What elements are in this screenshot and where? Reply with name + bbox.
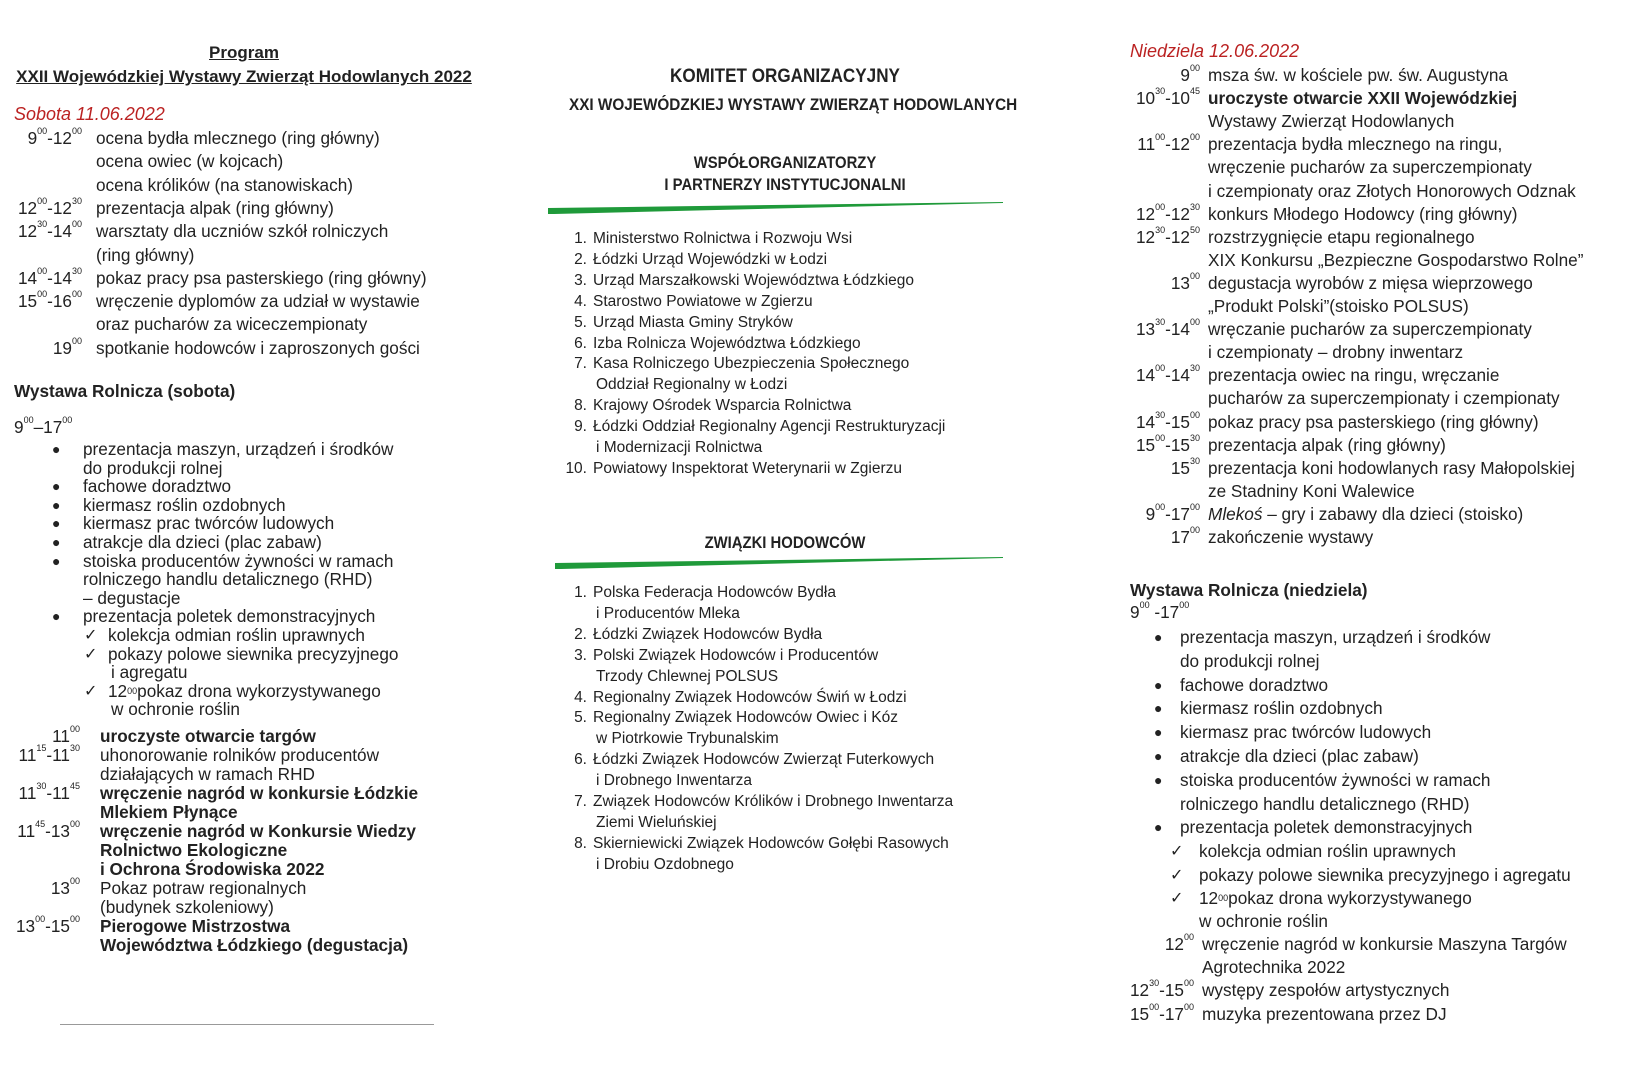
sunday-text: rozstrzygnięcie etapu regionalnego <box>1208 226 1475 247</box>
union-name: i Producentów Mleka <box>596 604 740 622</box>
time-label: $13^{00}$ <box>1170 270 1200 293</box>
sunday-text: i czempionaty oraz Złotych Honorowych Odznak <box>1208 180 1576 201</box>
time-label: $9^{00}-12^{00}$ <box>27 126 82 148</box>
partner-number: 2. <box>574 250 587 268</box>
union-name: i Drobnego Inwentarza <box>596 772 752 790</box>
event-text: Pokaz potraw regionalnych <box>100 878 307 898</box>
union-name: Łódzki Związek Hodowców Bydła <box>593 625 823 643</box>
partner-number: 5. <box>574 313 587 331</box>
partner-name: Urząd Marszałkowski Województwa Łódzkiego <box>593 271 915 289</box>
sunday-text: Mlekoś – gry i zabawy dla dzieci (stoisko) <box>1208 503 1524 524</box>
union-number: 6. <box>574 751 587 769</box>
time-label: $12^{30}-14^{00}$ <box>18 219 82 242</box>
check-text: i agregatu <box>111 662 188 683</box>
time-label: $12^{00}$ <box>1164 932 1194 954</box>
bullet-text: kiermasz roślin ozdobnych <box>83 494 286 515</box>
bullet-dot: ● <box>52 608 61 625</box>
sunday-check-text: kolekcja odmian roślin uprawnych <box>1199 841 1456 862</box>
schedule-text: ocena królików (na stanowiskach) <box>96 174 353 195</box>
coorg-subtitle: I PARTNERZY INSTYTUCJONALNI <box>664 176 906 194</box>
schedule-text: (ring główny) <box>96 244 195 265</box>
time-label: $14^{00}-14^{30}$ <box>1136 363 1200 386</box>
bullet-text: fachowe doradztwo <box>83 476 232 497</box>
union-name: Regionalny Związek Hodowców Owiec i Kóz <box>593 709 898 727</box>
sunday-bullet-text: fachowe doradztwo <box>1180 674 1329 695</box>
time-label: $9^{00}-17^{00}$ <box>14 415 73 437</box>
union-name: Polski Związek Hodowców i Producentów <box>593 646 879 664</box>
event-text: Mlekiem Płynące <box>100 802 238 822</box>
bullet-dot: ● <box>52 515 61 532</box>
unions-title: ZWIĄZKI HODOWCÓW <box>704 534 866 552</box>
bullet-text: do produkcji rolnej <box>83 457 223 478</box>
bullet-dot: ● <box>52 478 61 495</box>
sunday-text: zakończenie wystawy <box>1208 527 1374 547</box>
sunday-text: pokaz pracy psa pasterskiego (ring główny) <box>1208 411 1539 432</box>
sunday-text: i czempionaty – drobny inwentarz <box>1208 342 1464 363</box>
sunday-text: XIX Konkursu „Bezpieczne Gospodarstwo Rolne” <box>1208 249 1584 270</box>
bullet-text: kiermasz prac twórców ludowych <box>83 513 335 534</box>
green-divider-bottom-shape <box>555 557 1003 569</box>
schedule-text: pokaz pracy psa pasterskiego (ring główny) <box>96 267 427 288</box>
bullet-dot: ● <box>1154 748 1163 764</box>
check-icon: ✓ <box>84 627 98 644</box>
union-name: Związek Hodowców Królików i Drobnego Inwentarza <box>593 793 954 810</box>
event-text: Rolnictwo Ekologiczne <box>100 840 288 860</box>
schedule-text: ocena bydła mlecznego (ring główny) <box>96 128 380 148</box>
bullet-dot: ● <box>52 496 61 513</box>
sunday-text: Wystawy Zwierząt Hodowlanych <box>1208 111 1455 132</box>
check-text: w ochronie roślin <box>111 699 240 720</box>
sunday-event-text: Agrotechnika 2022 <box>1202 957 1346 978</box>
bullet-text: prezentacja maszyn, urządzeń i środków <box>83 439 394 459</box>
sunday-text: prezentacja alpak (ring główny) <box>1208 434 1446 455</box>
sunday-event-text: muzyka prezentowana przez DJ <box>1202 1003 1447 1024</box>
saturday-heading: Sobota 11.06.2022 <box>14 104 165 124</box>
sunday-bullet-text: prezentacja poletek demonstracyjnych <box>1180 817 1473 838</box>
partner-number: 10. <box>565 459 587 477</box>
schedule-text: spotkanie hodowców i zaproszonych gości <box>96 337 420 358</box>
union-number: 3. <box>574 646 587 664</box>
bullet-text: atrakcje dla dzieci (plac zabaw) <box>83 532 322 552</box>
partner-number: 1. <box>574 230 587 247</box>
partner-name: Izba Rolnicza Województwa Łódzkiego <box>593 334 861 352</box>
check-text: $12^{00}pokaz$ drona wykorzystywanego <box>108 680 381 701</box>
time-label: $12^{30}-15^{00}$ <box>1130 978 1194 1001</box>
sunday-text: konkurs Młodego Hodowcy (ring główny) <box>1208 203 1518 224</box>
program-title: Program <box>209 43 279 62</box>
bullet-dot: ● <box>1154 629 1163 645</box>
sunday-bullet-text: kiermasz prac twórców ludowych <box>1180 722 1432 743</box>
check-text: pokazy polowe siewnika precyzyjnego <box>108 643 399 664</box>
green-divider-top <box>548 202 1003 214</box>
time-label: $15^{00}-17^{00}$ <box>1130 1001 1194 1024</box>
bullet-dot: ● <box>1154 676 1163 693</box>
time-label: $12^{30}-12^{50}$ <box>1136 224 1200 247</box>
sunday-bullet-text: rolniczego handlu detalicznego (RHD) <box>1180 793 1470 814</box>
time-label: $11^{45}-13^{00}$ <box>17 819 80 841</box>
time-label: $15^{30}$ <box>1170 455 1200 478</box>
event-text: i Ochrona Środowiska 2022 <box>100 859 325 879</box>
check-text: kolekcja odmian roślin uprawnych <box>108 625 365 645</box>
bullet-dot: ● <box>52 552 61 569</box>
sunday-text: wręczenie pucharów za superczempionaty <box>1208 157 1532 178</box>
fair-heading-saturday: Wystawa Rolnicza (sobota) <box>14 381 236 401</box>
sunday-bullet-text: atrakcje dla dzieci (plac zabaw) <box>1180 746 1419 766</box>
sunday-bullet-text: do produkcji rolnej <box>1180 650 1320 671</box>
partner-number: 6. <box>574 334 587 352</box>
partner-name: i Modernizacji Rolnictwa <box>596 439 763 456</box>
partner-number: 4. <box>574 292 587 310</box>
union-name: Regionalny Związek Hodowców Świń w Łodzi <box>593 688 907 706</box>
program-subtitle: XXII Wojewódzkiej Wystawy Zwierząt Hodowlanych 2022 <box>16 67 472 86</box>
union-number: 4. <box>574 688 587 706</box>
footer-rule <box>60 1024 434 1025</box>
union-name: Ziemi Wieluńskiej <box>596 813 717 831</box>
sunday-check-text: w ochronie roślin <box>1199 911 1328 932</box>
time-label: $9^{00}$ $-17^{00}$ <box>1130 600 1190 622</box>
time-label: $15^{00}-15^{30}$ <box>1136 432 1200 455</box>
time-label: $9^{00}$ <box>1180 63 1200 85</box>
sunday-text: msza św. w kościele pw. św. Augustyna <box>1208 65 1508 85</box>
sunday-text: ze Stadniny Koni Walewice <box>1208 480 1415 501</box>
time-label: $9^{00}-17^{00}$ <box>1145 501 1200 524</box>
union-name: Skierniewicki Związek Hodowców Gołębi Rasowych <box>593 834 949 852</box>
sunday-check-text: $12^{00}pokaz$ drona wykorzystywanego <box>1199 887 1472 908</box>
union-number: 7. <box>574 793 587 810</box>
bullet-dot: ● <box>1154 771 1163 788</box>
check-icon: ✓ <box>1170 843 1184 861</box>
partner-name: Łódzki Urząd Wojewódzki w Łodzi <box>593 250 828 268</box>
event-text: Województwa Łódzkiego (degustacja) <box>100 935 409 955</box>
time-label: $12^{00}-12^{30}$ <box>18 195 82 218</box>
sunday-check-text: pokazy polowe siewnika precyzyjnego i agregatu <box>1199 864 1571 885</box>
sunday-event-text: wręczenie nagród w konkursie Maszyna Targów <box>1202 934 1567 954</box>
bullet-dot: ● <box>1154 700 1163 717</box>
bullet-dot: ● <box>52 534 61 550</box>
union-number: 8. <box>574 834 587 852</box>
partner-name: Krajowy Ośrodek Wsparcia Rolnictwa <box>593 397 852 415</box>
time-label: $14^{30}-15^{00}$ <box>1136 409 1200 432</box>
sunday-text: uroczyste otwarcie XXII Wojewódzkiej <box>1208 88 1518 109</box>
time-label: $14^{00}-14^{30}$ <box>18 265 82 288</box>
partner-number: 7. <box>574 355 587 373</box>
event-text: działających w ramach RHD <box>100 764 315 784</box>
time-label: $11^{15}-11^{30}$ <box>18 743 80 765</box>
partner-number: 9. <box>574 418 587 436</box>
bullet-text: rolniczego handlu detalicznego (RHD) <box>83 569 373 590</box>
time-label: $11^{00}$ <box>52 724 80 746</box>
time-label: $17^{00}$ <box>1170 525 1200 547</box>
schedule-text: ocena owiec (w kojcach) <box>96 151 284 172</box>
event-text: Pierogowe Mistrzostwa <box>100 916 291 936</box>
partner-name: Łódzki Oddział Regionalny Agencji Restrukturyzacji <box>593 418 946 436</box>
sunday-text: prezentacja koni hodowlanych rasy Małopolskiej <box>1208 457 1575 478</box>
sunday-bullet-text: kiermasz roślin ozdobnych <box>1180 698 1383 719</box>
green-divider-bottom <box>555 557 1003 569</box>
sunday-text: wręczanie pucharów za superczempionaty <box>1208 319 1532 340</box>
bullet-dot: ● <box>1154 724 1163 741</box>
union-number: 5. <box>574 709 587 727</box>
time-label: $19^{00}$ <box>52 335 82 358</box>
union-name: Trzody Chlewnej POLSUS <box>596 667 779 685</box>
schedule-text: prezentacja alpak (ring główny) <box>96 197 334 218</box>
partner-name: Ministerstwo Rolnictwa i Rozwoju Wsi <box>593 230 853 247</box>
time-label: $13^{00}-15^{00}$ <box>16 914 80 936</box>
check-icon: ✓ <box>84 682 98 700</box>
partner-name: Kasa Rolniczego Ubezpieczenia Społecznego <box>593 355 910 373</box>
sunday-text: prezentacja owiec na ringu, wręczanie <box>1208 365 1500 386</box>
partner-name: Powiatowy Inspektorat Weterynarii w Zgierzu <box>593 459 902 477</box>
union-name: Łódzki Związek Hodowców Zwierząt Futerkowych <box>593 751 935 769</box>
partner-number: 3. <box>574 271 587 289</box>
time-label: $15^{00}-16^{00}$ <box>18 289 82 312</box>
union-number: 1. <box>574 584 587 601</box>
union-name: i Drobiu Ozdobnego <box>596 855 734 873</box>
event-text: (budynek szkoleniowy) <box>100 897 274 917</box>
committee-title: KOMITET ORGANIZACYJNY <box>670 66 900 87</box>
partner-name: Oddział Regionalny w Łodzi <box>596 376 788 394</box>
time-label: $12^{00}-12^{30}$ <box>1136 201 1200 224</box>
partner-name: Urząd Miasta Gminy Stryków <box>593 313 793 331</box>
coorg-title: WSPÓŁORGANIZATORZY <box>693 154 877 172</box>
time-label: $13^{00}$ <box>50 876 80 898</box>
event-text: uroczyste otwarcie targów <box>100 726 316 746</box>
sunday-event-text: występy zespołów artystycznych <box>1202 980 1450 1001</box>
bullet-text: stoiska producentów żywności w ramach <box>83 550 394 571</box>
schedule-text: wręczenie dyplomów za udział w wystawie <box>96 291 420 312</box>
check-icon: ✓ <box>84 645 98 663</box>
sunday-text: „Produkt Polski”(stoisko POLSUS) <box>1208 296 1469 316</box>
time-label: $13^{30}-14^{00}$ <box>1136 317 1200 340</box>
partner-name: Starostwo Powiatowe w Zgierzu <box>593 292 813 310</box>
partner-number: 8. <box>574 397 587 415</box>
union-name: Polska Federacja Hodowców Bydła <box>593 584 836 601</box>
time-label: $11^{30}-11^{45}$ <box>18 781 80 803</box>
event-text: wręczenie nagród w Konkursie Wiedzy <box>100 821 416 841</box>
schedule-text: warsztaty dla uczniów szkół rolniczych <box>96 221 389 242</box>
time-label: $11^{00}-12^{00}$ <box>1137 132 1200 155</box>
sunday-text: prezentacja bydła mlecznego na ringu, <box>1208 134 1503 155</box>
sunday-bullet-text: stoiska producentów żywności w ramach <box>1180 769 1491 790</box>
schedule-text: oraz pucharów za wiceczempionaty <box>96 314 368 335</box>
sunday-bullet-text: prezentacja maszyn, urządzeń i środków <box>1180 627 1491 647</box>
sunday-heading: Niedziela 12.06.2022 <box>1130 41 1300 61</box>
bullet-dot: ● <box>52 441 61 457</box>
event-text: wręczenie nagród w konkursie Łódzkie <box>100 783 419 803</box>
green-divider-top-shape <box>548 202 1003 214</box>
bullet-text: – degustacje <box>83 587 181 608</box>
bullet-dot: ● <box>1154 819 1163 836</box>
check-icon: ✓ <box>1170 866 1184 884</box>
check-icon: ✓ <box>1170 889 1184 907</box>
event-text: uhonorowanie rolników producentów <box>100 745 379 765</box>
time-label: $10^{30}-10^{45}$ <box>1136 86 1200 109</box>
bullet-text: prezentacja poletek demonstracyjnych <box>83 606 376 627</box>
committee-subtitle: XXI WOJEWÓDZKIEJ WYSTAWY ZWIERZĄT HODOWLANYCH <box>569 95 1018 114</box>
union-number: 2. <box>574 625 587 643</box>
fair-heading-sunday: Wystawa Rolnicza (niedziela) <box>1130 580 1368 600</box>
sunday-text: degustacja wyrobów z mięsa wieprzowego <box>1208 272 1533 293</box>
union-name: w Piotrkowie Trybunalskim <box>596 730 779 748</box>
sunday-text: pucharów za superczempionaty i czempionaty <box>1208 388 1560 409</box>
